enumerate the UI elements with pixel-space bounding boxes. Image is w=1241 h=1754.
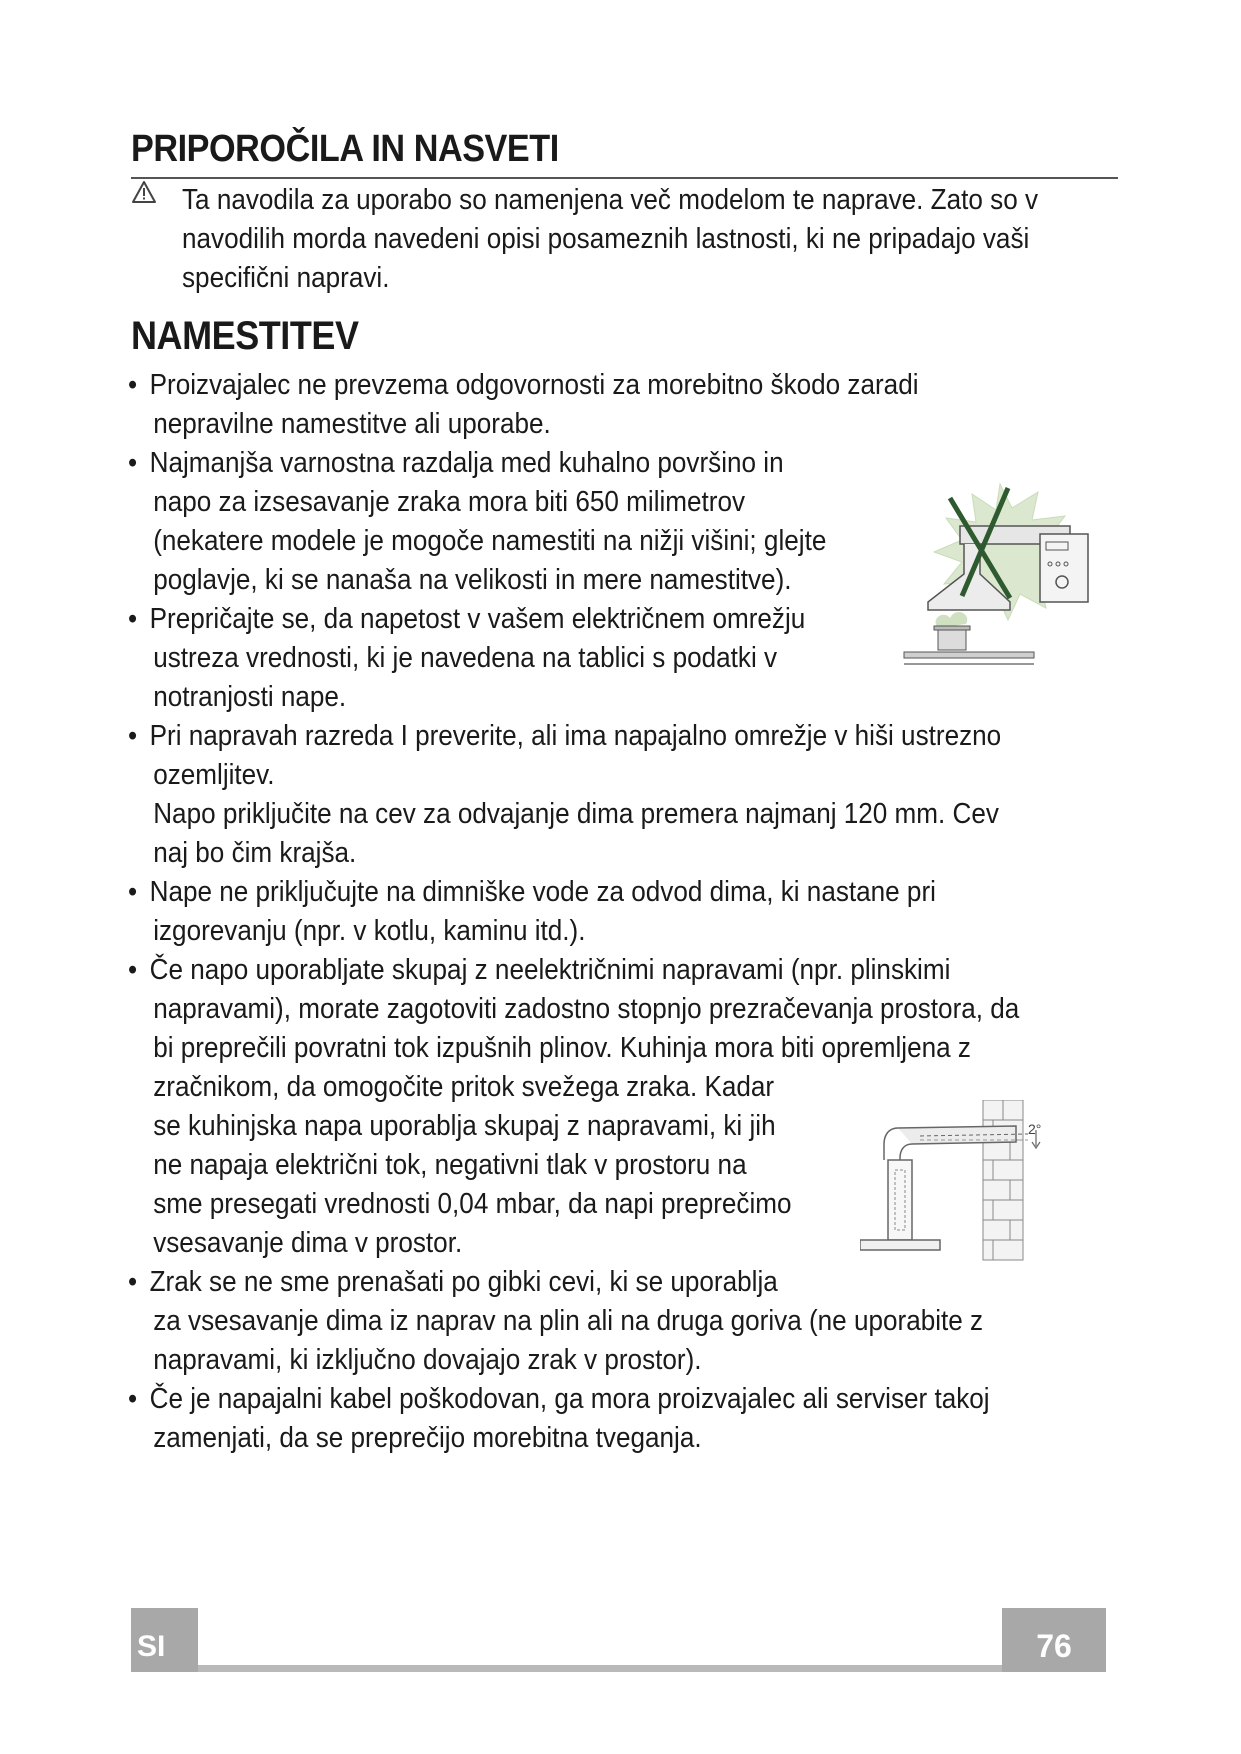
line-text: ustreza vrednosti, ki je navedena na tablici s podatki v bbox=[153, 642, 778, 674]
line-text: (nekatere modele je mogoče namestiti na nižji višini; glejte bbox=[153, 525, 827, 557]
line-text: Pri napravah razreda I preverite, ali ima napajalno omrežje v hiši ustrezno bbox=[149, 720, 1002, 752]
duct-slope-illustration bbox=[860, 1100, 1060, 1285]
warning-line: Ta navodila za uporabo so namenjena več modelom te naprave. Zato so v bbox=[182, 184, 1039, 216]
bullet-item-line bbox=[128, 600, 1028, 639]
line-text: Nape ne priključujte na dimniške vode za odvod dima, ki nastane pri bbox=[149, 876, 936, 908]
line-text: vsesavanje dima v prostor. bbox=[153, 1227, 463, 1259]
language-badge bbox=[131, 1608, 198, 1672]
bullet-marker: • bbox=[128, 954, 138, 986]
line-text: sme presegati vrednosti 0,04 mbar, da napi preprečimo bbox=[153, 1188, 792, 1220]
line-text: Če napo uporabljate skupaj z neelektričnimi napravami (npr. plinskimi bbox=[149, 954, 951, 986]
line-text: naj bo čim krajša. bbox=[153, 837, 357, 869]
continuation-line bbox=[128, 561, 1028, 600]
language-code: SI bbox=[137, 1630, 166, 1663]
bullet-marker: • bbox=[128, 603, 138, 635]
line-text: bi preprečili povratni tok izpušnih plinov. Kuhinja mora biti opremljena z bbox=[153, 1032, 971, 1064]
continuation-line bbox=[128, 834, 1028, 873]
bullet-marker: • bbox=[128, 369, 138, 401]
line-text: napravami, ki izključno dovajajo zrak v prostor). bbox=[153, 1344, 702, 1376]
title-underline bbox=[131, 177, 1118, 179]
line-text: notranjosti nape. bbox=[153, 681, 347, 713]
continuation-line bbox=[128, 1029, 1028, 1068]
section-title-recommendations: PRIPOROČILA IN NASVETI bbox=[131, 128, 559, 170]
line-text: Najmanjša varnostna razdalja med kuhalno površino in bbox=[149, 447, 784, 479]
line-text: napo za izsesavanje zraka mora biti 650 milimetrov bbox=[153, 486, 746, 518]
bullet-marker: • bbox=[128, 876, 138, 908]
bullet-item-line bbox=[128, 873, 1028, 912]
line-text: izgorevanju (npr. v kotlu, kaminu itd.). bbox=[153, 915, 586, 947]
line-text: zamenjati, da se preprečijo morebitna tveganja. bbox=[153, 1422, 702, 1454]
line-text: Če je napajalni kabel poškodovan, ga mora proizvajalec ali serviser takoj bbox=[149, 1383, 990, 1415]
continuation-line bbox=[128, 756, 1028, 795]
line-text: nepravilne namestitve ali uporabe. bbox=[153, 408, 551, 440]
bullet-item-line bbox=[128, 1380, 1028, 1419]
continuation-line bbox=[128, 405, 1028, 444]
line-text: Proizvajalec ne prevzema odgovornosti za morebitno škodo zaradi bbox=[149, 369, 919, 401]
continuation-line bbox=[128, 483, 1028, 522]
bullet-item-line bbox=[128, 444, 1028, 483]
warning-line: navodilih morda navedeni opisi posameznih lastnosti, ki ne pripadajo vaši bbox=[182, 223, 1030, 255]
section-title-installation: NAMESTITEV bbox=[131, 314, 359, 358]
line-text: napravami), morate zagotoviti zadostno stopnjo prezračevanja prostora, da bbox=[153, 993, 1020, 1025]
bullet-marker: • bbox=[128, 447, 138, 479]
line-text: Napo priključite na cev za odvajanje dima premera najmanj 120 mm. Cev bbox=[153, 798, 999, 830]
warning-icon bbox=[131, 180, 157, 204]
bullet-marker: • bbox=[128, 1383, 138, 1415]
continuation-line bbox=[128, 1419, 1028, 1458]
line-text: ozemljitev. bbox=[153, 759, 275, 791]
continuation-line bbox=[128, 990, 1028, 1029]
continuation-line bbox=[128, 1341, 1028, 1380]
warning-text bbox=[182, 181, 1082, 298]
continuation-line bbox=[128, 795, 1028, 834]
bullet-item-line bbox=[128, 366, 1028, 405]
continuation-line bbox=[128, 1302, 1028, 1341]
page-number-badge bbox=[1002, 1608, 1106, 1672]
line-text: poglavje, ki se nanaša na velikosti in mere namestitve). bbox=[153, 564, 792, 596]
continuation-line bbox=[128, 522, 1028, 561]
bullet-marker: • bbox=[128, 1266, 138, 1298]
line-text: Zrak se ne sme prenašati po gibki cevi, ki se uporablja bbox=[149, 1266, 778, 1298]
bullet-marker: • bbox=[128, 720, 138, 752]
line-text: za vsesavanje dima iz naprav na plin ali na druga goriva (ne uporabite z bbox=[153, 1305, 984, 1337]
warning-line: specifični napravi. bbox=[182, 262, 390, 294]
slope-angle-label: 2° bbox=[1028, 1121, 1042, 1137]
bullet-item-line bbox=[128, 951, 1028, 990]
line-text: ne napaja električni tok, negativni tlak v prostoru na bbox=[153, 1149, 747, 1181]
line-text: zračnikom, da omogočite pritok svežega zraka. Kadar bbox=[153, 1071, 775, 1103]
bullet-item-line bbox=[128, 717, 1028, 756]
hood-distance-illustration bbox=[900, 478, 1100, 678]
page-number: 76 bbox=[1036, 1628, 1072, 1664]
line-text: Prepričajte se, da napetost v vašem električnem omrežju bbox=[149, 603, 806, 635]
line-text: se kuhinjska napa uporablja skupaj z napravami, ki jih bbox=[153, 1110, 776, 1142]
continuation-line bbox=[128, 678, 1028, 717]
installation-text bbox=[128, 366, 1028, 1458]
continuation-line bbox=[128, 639, 1028, 678]
footer-bar bbox=[131, 1665, 1106, 1672]
continuation-line bbox=[128, 912, 1028, 951]
